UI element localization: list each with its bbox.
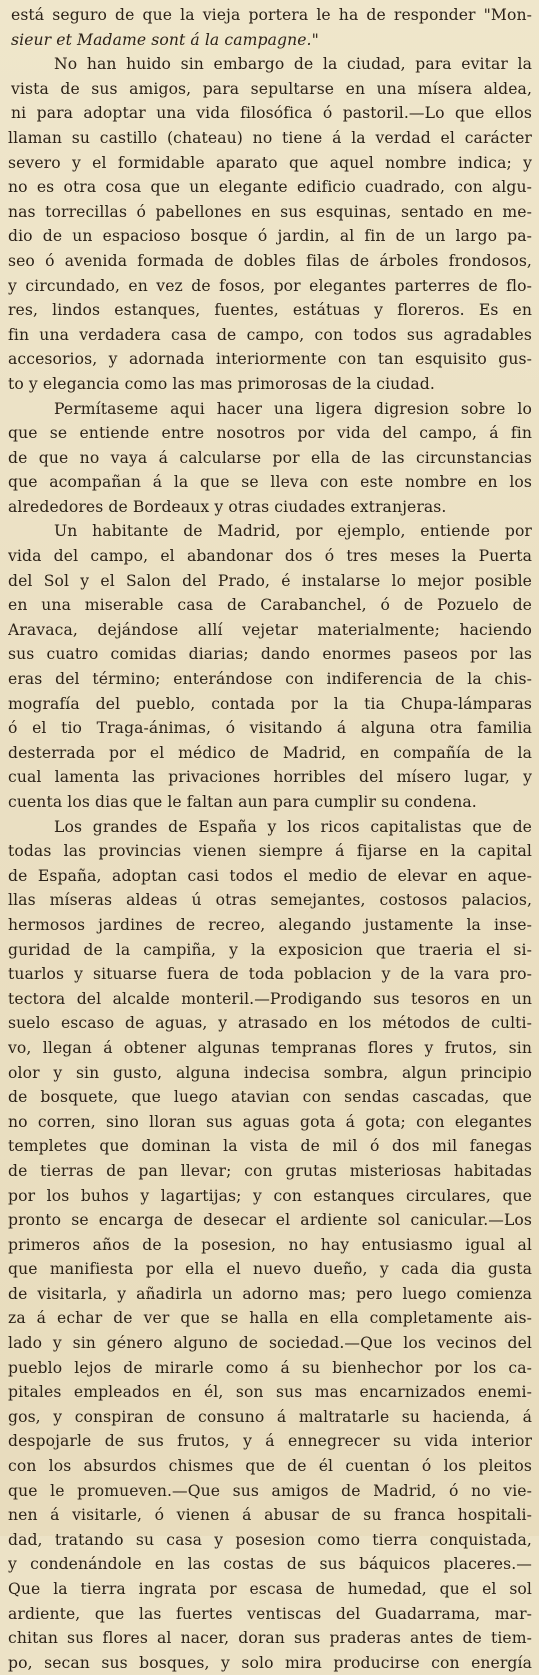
text-line: despojarle de sus frutos, y á ennegrecer su vida interior — [8, 1432, 532, 1451]
text-line: po, secan sus bosques, y solo mira producirse con energía — [8, 1653, 532, 1672]
text-line: lado y sin género alguno de sociedad.—Que los vecinos del — [8, 1334, 532, 1353]
text-line: llas míseras aldeas ú otras semejantes, costosos palacios, — [8, 891, 532, 910]
text-line: ó el tio Traga-ánimas, ó visitando á alguna otra familia — [8, 719, 532, 738]
text-line: del Sol y el Salon del Prado, é instalarse lo mejor posible — [8, 571, 532, 590]
text-line: eras del término; enterándose con indiferencia de la chis- — [8, 670, 532, 689]
text-line: pueblo lejos de mirarle como á su bienhechor por los ca- — [8, 1358, 532, 1377]
text-line: dio de un espacioso bosque ó jardin, al fin de un largo pa- — [8, 227, 532, 246]
text-line: de que no vaya á calcularse por ella de las circunstancias — [8, 448, 532, 467]
text-line: no es otra cosa que un elegante edificio cuadrado, con algu- — [8, 178, 532, 197]
text-line: guridad de la campiña, y la exposicion que traeria el si- — [8, 940, 532, 959]
text-line: tectora del alcalde monteril.—Prodigando sus tesoros en un — [8, 989, 532, 1008]
text-line: to y elegancia como las mas primorosas de la ciudad. — [8, 374, 435, 393]
text-line: de visitarla, y añadirla un adorno mas; pero luego comienza — [8, 1284, 532, 1303]
text-line: chitan sus flores al nacer, doran sus praderas antes de tiem- — [8, 1629, 532, 1648]
text-line: cuenta los dias que le faltan aun para cumplir su condena. — [8, 793, 477, 811]
text-line: en una miserable casa de Carabanchel, ó de Pozuelo de — [8, 596, 532, 615]
text-line: sus cuatro comidas diarias; dando enormes paseos por las — [8, 645, 532, 664]
text-line: ni para adoptar una vida filosófica ó pastoril.—Lo que ellos — [11, 104, 532, 123]
text-line: za á echar de ver que se halla en ella completamente ais- — [8, 1309, 532, 1328]
text-line: Que la tierra ingrata por escasa de humedad, que el sol — [8, 1580, 532, 1598]
text-line: olor y sin gusto, alguna indecisa sombra, algun principio — [8, 1063, 532, 1082]
text-line: cual lamenta las privaciones horribles del mísero lugar, y — [8, 768, 532, 787]
text-line: res, lindos estanques, fuentes, estátuas y floreros. Es en — [8, 301, 532, 320]
text-line: ardiente, que las fuertes ventiscas del Guadarrama, mar- — [8, 1604, 532, 1623]
text-line: y condenándole en las costas de sus báquicos placeres.— — [8, 1555, 532, 1574]
text-line: vo, llegan á obtener algunas tempranas flores y frutos, sin — [8, 1038, 532, 1057]
text-line: no corren, sino lloran sus aguas gota á gota; con elegantes — [8, 1112, 532, 1131]
text-line: gos, y conspiran de consuno á maltratarle su hacienda, á — [8, 1407, 532, 1426]
text-line: No han huido sin embargo de la ciudad, para evitar la — [54, 55, 532, 74]
text-line: vida del campo, el abandonar dos ó tres meses la Puerta — [8, 547, 532, 566]
text-line: hermosos jardines de recreo, alegando justamente la inse- — [8, 915, 532, 934]
text-line: por los buhos y lagartijas; y con estanques circulares, que — [8, 1186, 532, 1205]
text-line: severo y el formidable aparato que aquel nombre indica; y — [8, 153, 532, 172]
text-line: sieur et Madame sont á la campagne." — [11, 30, 319, 49]
text-line: desterrada por el médico de Madrid, en compañía de la — [8, 743, 532, 762]
text-line: seo ó avenida formada de dobles filas de árboles frondosos, — [8, 251, 532, 270]
text-line: Los grandes de España y los ricos capitalistas que de — [54, 817, 532, 836]
text-line: templetes que dominan la vista de mil ó dos mil fanegas — [8, 1137, 532, 1156]
text-line: de España, adoptan casi todos el medio de elevar en aque- — [8, 866, 532, 885]
text-line: alrededores de Bordeaux y otras ciudades extranjeras. — [8, 497, 447, 516]
text-line: y circundado, en vez de fosos, por elegantes parterres de flo- — [8, 276, 532, 295]
text-line: mografía del pueblo, contada por la tia Chupa-lámparas — [8, 694, 532, 713]
text-line: vista de sus amigos, para sepultarse en una mísera aldea, — [11, 79, 532, 98]
text-line: dad, tratando su casa y posesion como tierra conquistada, — [8, 1530, 532, 1549]
text-line: nen á visitarle, ó vienen á abusar de su franca hospitali- — [8, 1506, 532, 1525]
text-line: todas las provincias vienen siempre á fijarse en la capital — [8, 842, 532, 861]
text-line: que acompañan á la que se lleva con este nombre en los — [8, 473, 532, 492]
text-line: pronto se encarga de desecar el ardiente sol canicular.—Los — [8, 1211, 532, 1230]
text-line: accesorios, y adornada interiormente con tan esquisito gus- — [8, 350, 532, 369]
text-line: está seguro de que la vieja portera le ha de responder "Mon- — [11, 6, 532, 24]
text-line: con los absurdos chismes que de él cuentan ó los pleitos — [8, 1457, 532, 1476]
text-line: llaman su castillo (chateau) no tiene á la verdad el carácter — [8, 128, 532, 147]
text-line: de bosquete, que luego atavian con sendas cascadas, que — [8, 1088, 532, 1107]
text-line: Aravaca, dejándose allí vejetar materialmente; haciendo — [8, 620, 532, 639]
text-line: que manifiesta por ella el nuevo dueño, y cada dia gusta — [8, 1260, 532, 1279]
text-line: primeros años de la posesion, no hay entusiasmo igual al — [8, 1235, 532, 1254]
text-line: nas torrecillas ó pabellones en sus esquinas, sentado en me- — [8, 202, 532, 221]
text-line: de tierras de pan llevar; con grutas misteriosas habitadas — [8, 1161, 532, 1180]
text-line: tuarlos y situarse fuera de toda poblacion y de la vara pro- — [8, 965, 532, 984]
text-line: que se entiende entre nosotros por vida del campo, á fin — [8, 424, 532, 443]
text-line: que le promueven.—Que sus amigos de Madrid, ó no vie- — [8, 1481, 532, 1500]
text-line: pitales empleados en él, son sus mas encarnizados enemi- — [8, 1383, 532, 1402]
text-line: suelo escaso de aguas, y atrasado en los métodos de culti- — [8, 1014, 532, 1033]
text-line: Un habitante de Madrid, por ejemplo, entiende por — [54, 522, 532, 541]
text-line: Permítaseme aqui hacer una ligera digresion sobre lo — [54, 399, 532, 418]
text-line: fin una verdadera casa de campo, con todos sus agradables — [8, 325, 532, 344]
